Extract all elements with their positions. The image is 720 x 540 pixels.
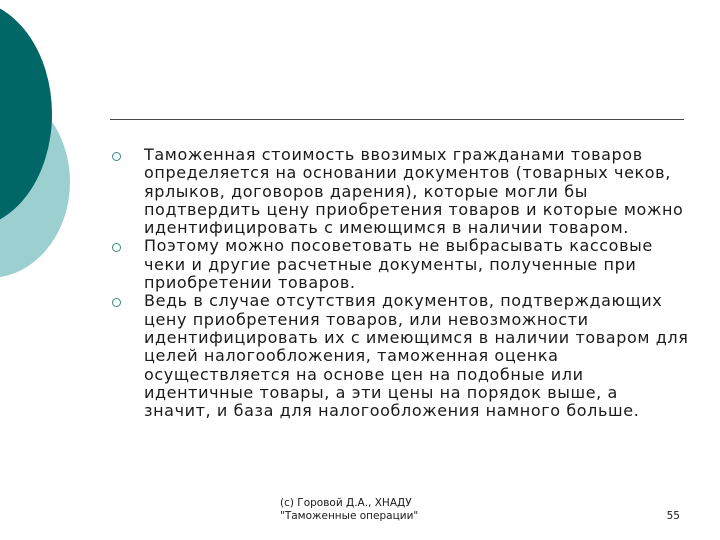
title-divider-line	[110, 119, 684, 120]
bullet-item-customs-value	[110, 146, 690, 237]
bullet-text: Таможенная стоимость ввозимых гражданами товаров определяется на основании документов (товарных чеков, ярлыков, договоров дарения), которые могли бы подтвердить цену приобретения товаров и которые можно идентифицировать с имеющимся в наличии товаром.	[144, 145, 684, 238]
hollow-circle-bullet-icon	[112, 152, 121, 161]
bullet-item-no-documents	[110, 292, 690, 420]
hollow-circle-bullet-icon	[112, 243, 121, 252]
footer-author: (c) Горовой Д.А., ХНАДУ	[280, 497, 412, 509]
bullet-text: Ведь в случае отсутствия документов, подтверждающих цену приобретения товаров, или невозможности идентифицировать их с имеющимся в наличии товаром для целей налогообложения, таможенная оценка осуществляется на основе цен на подобные или идентичные товары, а эти цены на порядок выше, а значит, и база для налогообложения намного больше.	[144, 291, 689, 421]
bullet-item-keep-receipts	[110, 237, 690, 292]
hollow-circle-bullet-icon	[112, 298, 121, 307]
bullet-list	[110, 146, 690, 420]
footer-credits	[280, 497, 440, 523]
footer-course: "Таможенные операции"	[280, 510, 419, 522]
bullet-text: Поэтому можно посоветовать не выбрасывать кассовые чеки и другие расчетные документы, полученные при приобретении товаров.	[144, 236, 653, 293]
page-number: 55	[666, 510, 680, 522]
